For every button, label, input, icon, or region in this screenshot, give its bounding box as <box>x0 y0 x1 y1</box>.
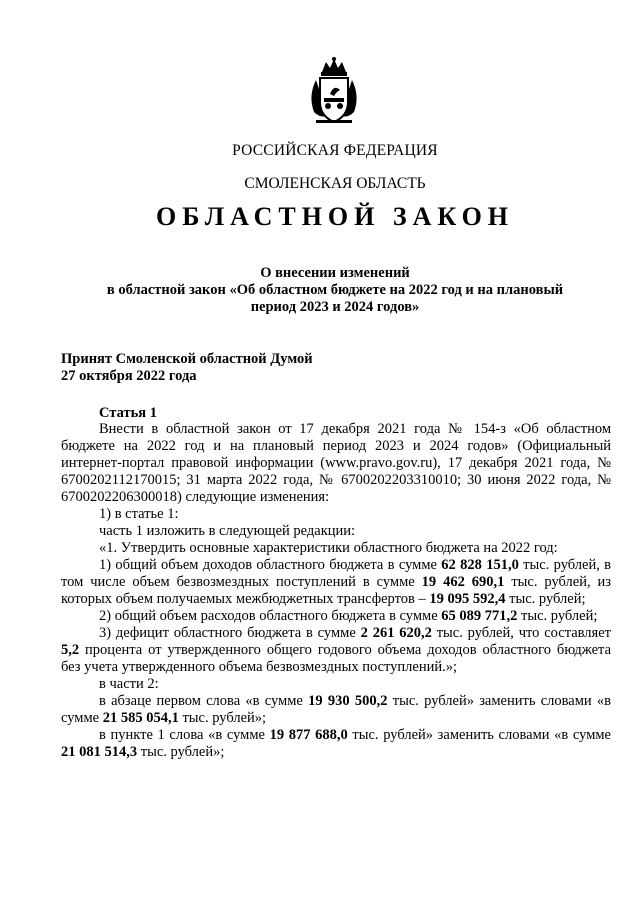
text: тыс. рублей, что составляет <box>431 625 611 641</box>
document-type-heading: ОБЛАСТНОЙ ЗАКОН <box>155 202 515 231</box>
text: 1) общий объем доходов областного бюджета в сумме <box>99 557 437 573</box>
point-1-revenue <box>61 557 611 608</box>
text: 2) общий объем расходов областного бюджета в сумме <box>99 608 438 624</box>
federation-heading: РОССИЙСКАЯ ФЕДЕРАЦИЯ <box>232 142 438 159</box>
title-line: в областной закон «Об областном бюджете на 2022 год и на плановый <box>106 282 564 298</box>
adoption-line: Принят Смоленской областной Думой <box>61 351 313 367</box>
text: процента от утвержденного общего годового объема доходов областного бюджета без учета утвержденного объема безвозмездных поступлений.»; <box>61 642 611 675</box>
amount: 62 828 151,0 <box>441 557 519 573</box>
article-intro: Внести в областной закон от 17 декабря 2021 года № 154-з «Об областном бюджете на 2022 год и на плановый период 2023 и 2024 годов» (Официальный интернет-портал правовой информации (www.pravo.gov.ru), 17 декабря 2021 года, № 6700202112170015; 31 марта 2022 года, № 6700202203310010; 30 июня 2022 года, № 6700202206300018) следующие изменения: <box>61 421 611 505</box>
point-1-change <box>61 727 611 761</box>
amount: 19 877 688,0 <box>269 727 348 743</box>
paragraph-1-change <box>61 693 611 727</box>
article-heading: Статья 1 <box>99 405 157 421</box>
amount: 21 081 514,3 <box>61 744 138 760</box>
title-line: О внесении изменений <box>260 265 410 281</box>
text: 3) дефицит областного бюджета в сумме <box>99 625 361 641</box>
amount: 19 930 500,2 <box>308 693 388 709</box>
text: тыс. рублей»; <box>137 744 225 760</box>
amount: 19 462 690,1 <box>421 574 505 590</box>
point-2-expenses <box>61 608 611 625</box>
part-1-intro: часть 1 изложить в следующей редакции: <box>99 523 356 539</box>
item-1: 1) в статье 1: <box>99 506 179 522</box>
title-line: период 2023 и 2024 годов» <box>250 299 420 315</box>
coat-of-arms-icon <box>304 56 364 126</box>
adoption-date: 27 октября 2022 года <box>61 368 197 384</box>
text: в пункте 1 слова «в сумме <box>99 727 270 743</box>
text: тыс. рублей» заменить словами «в сумме <box>61 693 612 726</box>
quote-start: «1. Утвердить основные характеристики областного бюджета на 2022 год: <box>99 540 558 556</box>
text: тыс. рублей; <box>517 608 598 624</box>
text: тыс. рублей, в том числе объем безвозмездных поступлений в сумме <box>61 557 612 590</box>
amount: 21 585 054,1 <box>102 710 179 726</box>
amount: 2 261 620,2 <box>360 625 432 641</box>
text: тыс. рублей; <box>505 591 586 607</box>
law-title <box>60 265 610 316</box>
text: в абзаце первом слова «в сумме <box>99 693 309 709</box>
adoption-note <box>61 351 313 385</box>
text: тыс. рублей» заменить словами «в сумме <box>347 727 611 743</box>
part-2-intro: в части 2: <box>99 676 159 692</box>
amount: 5,2 <box>61 642 80 658</box>
article-body <box>61 421 611 761</box>
amount: 65 089 771,2 <box>441 608 518 624</box>
text: тыс. рублей»; <box>178 710 267 726</box>
amount: 19 095 592,4 <box>429 591 506 607</box>
text: тыс. рублей, из которых объем получаемых межбюджетных трансфертов – <box>61 574 612 607</box>
region-heading: СМОЛЕНСКАЯ ОБЛАСТЬ <box>244 175 426 192</box>
point-3-deficit <box>61 625 611 676</box>
